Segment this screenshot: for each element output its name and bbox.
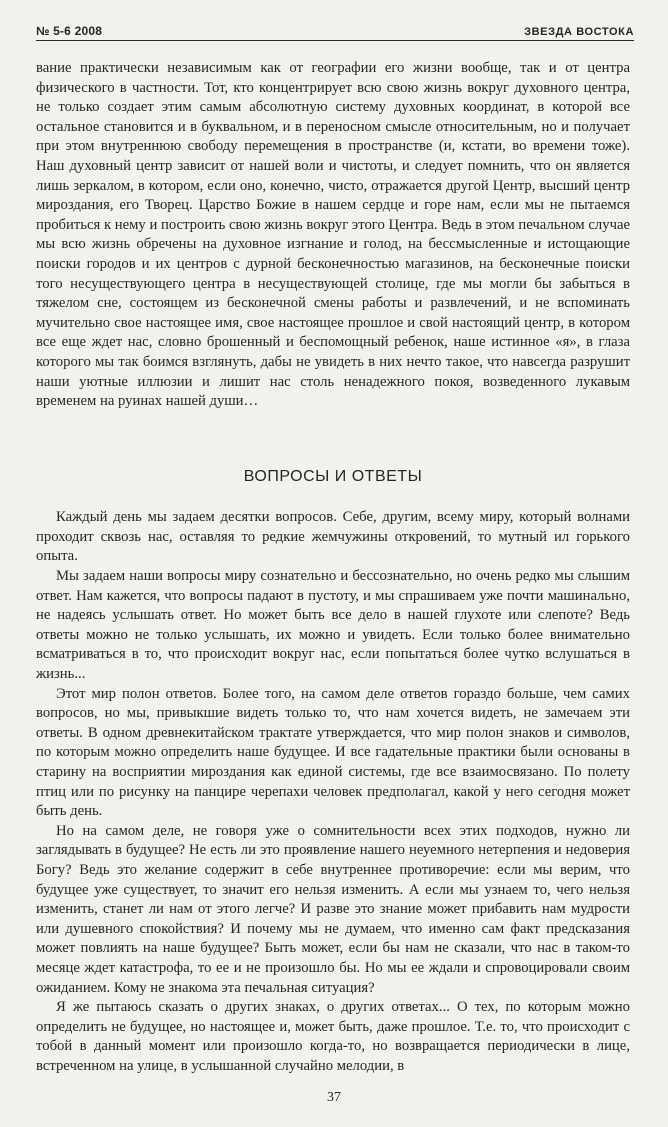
paragraph-4: Но на самом деле, не говоря уже о сомнительности всех этих подходов, нужно ли заглядывать в будущее? Не есть ли это проявление нашего неуемного нетерпения и недоверия Богу? Ведь это желание содержит в себе внутреннее противоречие: если мы верим, что будущее уже существует, то значит его нельзя изменить. А если мы узнаем то, чего нельзя изменить, станет ли нам от этого легче? И разве это знание может прибавить нам мудрости или душевного спокойствия? И почему мы не думаем, что именно сам факт предсказания может повлиять на наше будущее? Быть может, если бы нам не сказали, что нас в таком-то месяце ждет катастрофа, то ее и не произошло бы. Но мы ее ждали и спровоцировали своим ожиданием. Кому не знакома эта печальная ситуация? <box>36 822 630 996</box>
issue-number: № 5-6 2008 <box>36 24 103 38</box>
paragraph-3: Этот мир полон ответов. Более того, на самом деле ответов гораздо больше, чем самих вопросов, но мы, привыкшие видеть только то, что нам хочется видеть, не замечаем эти ответы. В одном древнекитайском трактате утверждается, что мир полон знаков и символов, по которым можно определить наше будущее. И все гадательные практики были основаны в старину на восприятии мироздания как единой системы, где все взаимосвязано. По полету птиц или по рисунку на панцире черепахи человек предполагал, какой у него сегодня может быть день. <box>36 685 630 820</box>
intro-paragraph: вание практически независимым как от географии его жизни вообще, так и от центра физического в частности. Тот, кто концентрирует всю свою жизнь вокруг духовного центра, не только создает этим самым абсолютную систему духовных координат, в которой все остальное становится и в буквальном, и в переносном смысле относительным, но и получает при этом внутреннюю свободу перемещения в пространстве (и, кстати, во времени тоже). Наш духовный центр зависит от нашей воли и чистоты, и следует помнить, что он является лишь зеркалом, в котором, если оно, конечно, чисто, отражается другой Центр, высший центр мироздания, его Творец. Царство Божие в нашем сердце и горе нам, если мы не пытаемся пробиться к нему и построить свою жизнь вокруг этого Центра. Ведь в этом печальном случае мы всю жизнь обречены на духовное изгнание и голод, на бессмысленные и истощающие поиски городов и их центров с дурной бесконечностью магазинов, на бесконечные поиски того несуществующего центра в несуществующей столице, где мы могли бы забыться в тяжелом сне, состоящем из бесконечной смены работы и развлечений, и не вспоминать мучительно свое настоящее имя, свое настоящее прошлое и свой настоящий центр, в котором все еще ждет нас, словно брошенный и беспомощный ребенок, наше истинное «я», в глаза которого мы так боимся взглянуть, дабы не увидеть в них нечто такое, что навсегда разрушит наши уютные иллюзии и лишит нас столь ненадежного покоя, возведенного лукавым временем на руинах нашей души… <box>36 60 630 410</box>
article-body <box>36 59 630 1077</box>
paragraph-5: Я же пытаюсь сказать о других знаках, о других ответах... О тех, по которым можно определить не будущее, но настоящее и, может быть, даже прошлое. Т.е. то, что происходит с тобой в данный момент или произошло когда-то, но возвращается периодически в лице, встреченном на улице, в услышанной случайно мелодии, в <box>36 999 630 1074</box>
paragraph-1: Каждый день мы задаем десятки вопросов. Себе, другим, всему миру, который волнами проходит сквозь нас, оставляя то редкие жемчужины откровений, то мутный ил горького опыта. <box>36 509 630 565</box>
page-number: 37 <box>327 1090 341 1105</box>
magazine-title: ЗВЕЗДА ВОСТОКА <box>524 26 634 38</box>
section-heading: ВОПРОСЫ И ОТВЕТЫ <box>243 467 423 485</box>
running-header <box>36 18 634 41</box>
paragraph-2: Мы задаем наши вопросы миру сознательно и бессознательно, но очень редко мы слышим ответ. Нам кажется, что вопросы падают в пустоту, и мы спрашиваем уже почти машинально, не надеясь услышать ответ. Но может быть все дело в нашей глухоте или слепоте? Ведь ответы можно не только услышать, их можно и увидеть. Если только более внимательно всматриваться в то, что происходит вокруг нас, если попытаться более чутко вслушаться в жизнь... <box>36 568 630 683</box>
